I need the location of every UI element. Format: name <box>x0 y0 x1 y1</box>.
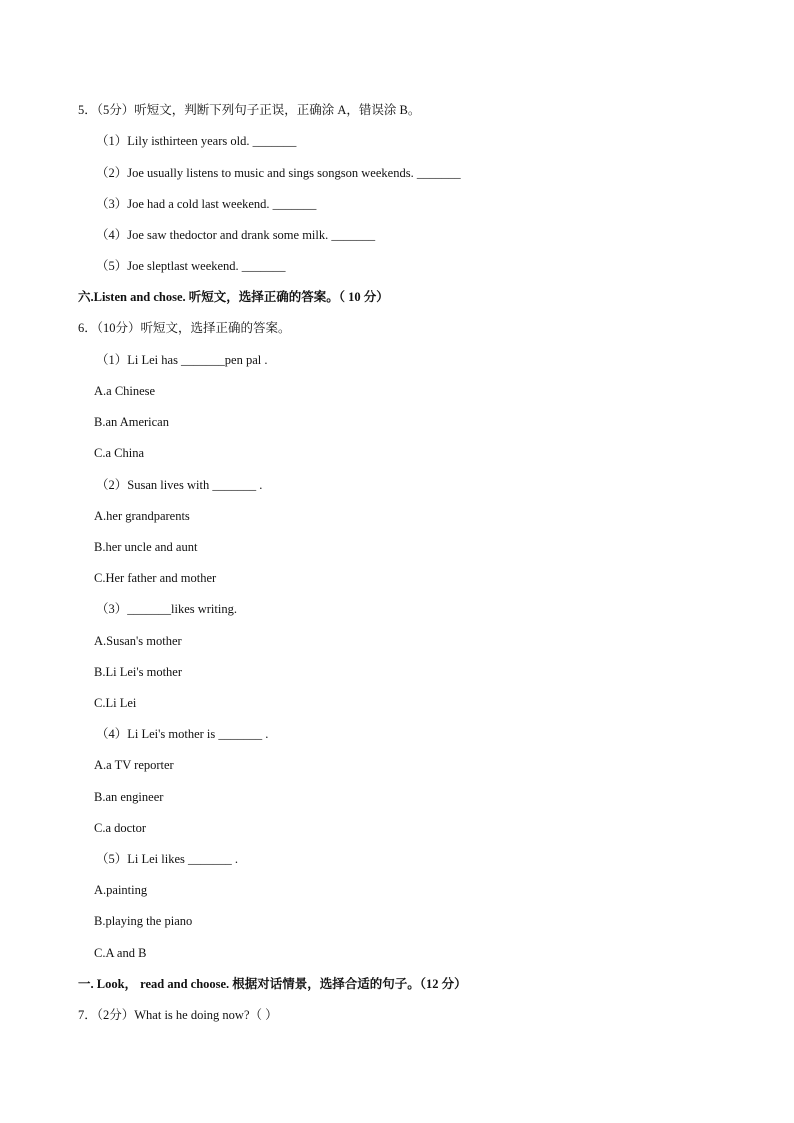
q6-5-text: （5）Li Lei likes _______ . <box>96 852 238 866</box>
q6-3-option-b: B.Li Lei's mother <box>94 665 183 679</box>
q5-item-2: （2）Joe usually listens to music and sings songson weekends. _______ <box>96 166 461 180</box>
section7-title: 一. Look， read and choose. 根据对话情景，选择合适的句子。（12 分） <box>78 977 467 991</box>
q5-stem: 5．（5分）听短文，判断下列句子正误，正确涂 A，错误涂 B。 <box>78 103 421 117</box>
q6-4-text: （4）Li Lei's mother is _______ . <box>96 727 269 741</box>
q6-5-option-a: A.painting <box>94 883 148 897</box>
q5-item-1: （1）Lily isthirteen years old. _______ <box>96 134 297 148</box>
q6-2-text: （2）Susan lives with _______ . <box>96 478 263 492</box>
q6-1-option-c: C.a China <box>94 446 144 460</box>
q7-stem: 7．（2分）What is he doing now?（ ） <box>78 1008 278 1022</box>
q6-5-option-c: C.A and B <box>94 946 147 960</box>
q6-4-option-a: A.a TV reporter <box>94 758 174 772</box>
q5-item-4: （4）Joe saw thedoctor and drank some milk. _______ <box>96 228 376 242</box>
q6-3-option-c: C.Li Lei <box>94 696 137 710</box>
q6-2-option-a: A.her grandparents <box>94 509 190 523</box>
q6-5-option-b: B.playing the piano <box>94 914 193 928</box>
section6-title: 六.Listen and chose. 听短文，选择正确的答案。（ 10 分） <box>78 290 389 304</box>
q6-1-option-b: B.an American <box>94 415 169 429</box>
q5-item-3: （3）Joe had a cold last weekend. _______ <box>96 197 317 211</box>
q6-3-option-a: A.Susan's mother <box>94 634 182 648</box>
q5-item-5: （5）Joe sleptlast weekend. _______ <box>96 259 286 273</box>
q6-1-option-a: A.a Chinese <box>94 384 156 398</box>
q6-2-option-b: B.her uncle and aunt <box>94 540 198 554</box>
q6-stem: 6．（10分）听短文，选择正确的答案。 <box>78 321 291 335</box>
q6-4-option-b: B.an engineer <box>94 790 164 804</box>
q6-3-text: （3）_______likes writing. <box>96 602 237 616</box>
q6-2-option-c: C.Her father and mother <box>94 571 217 585</box>
q6-1-text: （1）Li Lei has _______pen pal . <box>96 353 268 367</box>
q6-4-option-c: C.a doctor <box>94 821 147 835</box>
